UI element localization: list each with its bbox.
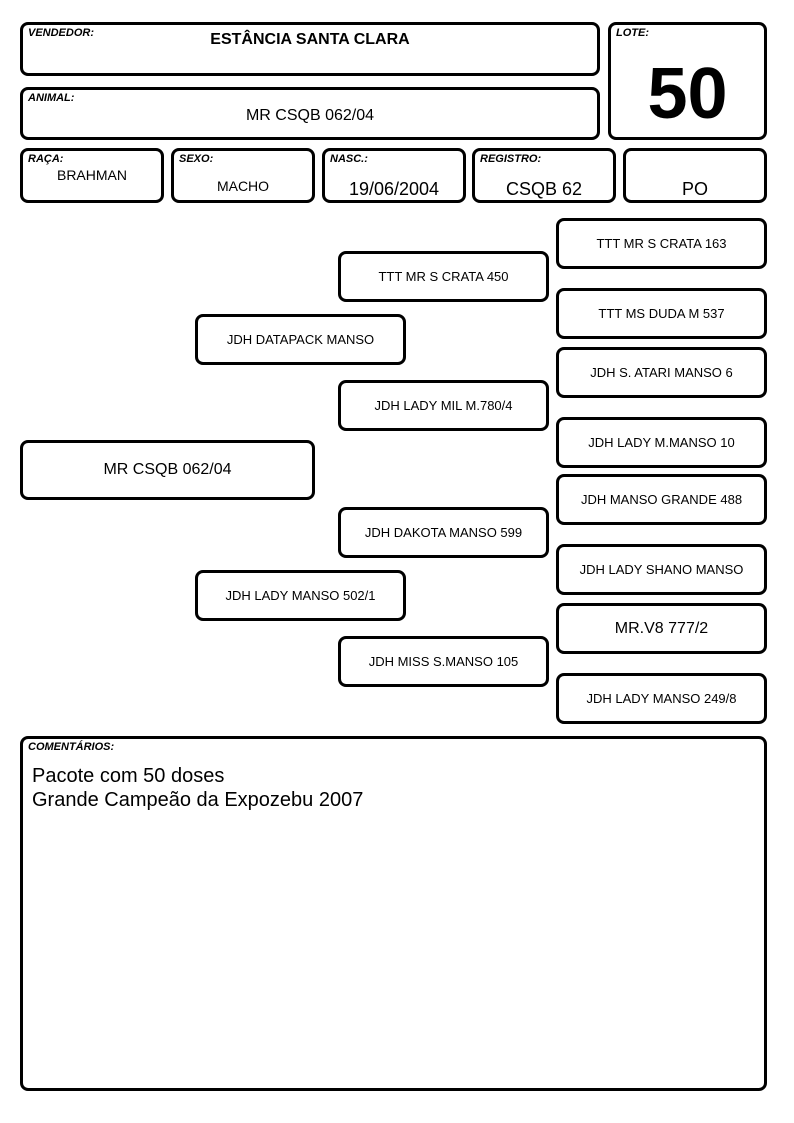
animal-label: ANIMAL: <box>28 92 75 104</box>
registro-field <box>472 148 616 203</box>
lote-field <box>608 22 767 140</box>
pedigree-ggp-1: TTT MR S CRATA 163 <box>556 218 767 269</box>
registro-value: CSQB 62 <box>505 179 583 199</box>
categoria-field <box>623 148 767 203</box>
registro-label: REGISTRO: <box>480 153 542 165</box>
animal-field <box>20 87 600 140</box>
pedigree-sire: JDH DATAPACK MANSO <box>195 314 406 365</box>
vendedor-value: ESTÂNCIA SANTA CLARA <box>210 31 410 48</box>
sexo-value: MACHO <box>216 178 270 194</box>
comments-label: COMENTÁRIOS: <box>28 741 115 753</box>
lote-value: 50 <box>647 54 728 134</box>
vendedor-label: VENDEDOR: <box>28 27 95 39</box>
sexo-label: SEXO: <box>179 153 214 165</box>
raca-value: BRAHMAN <box>56 167 127 183</box>
pedigree-ggp-8: JDH LADY MANSO 249/8 <box>556 673 767 724</box>
pedigree-ggp-3: JDH S. ATARI MANSO 6 <box>556 347 767 398</box>
pedigree-sire-dam: JDH LADY MIL M.780/4 <box>338 380 549 431</box>
pedigree-ggp-4: JDH LADY M.MANSO 10 <box>556 417 767 468</box>
categoria-value: PO <box>681 179 708 199</box>
pedigree-ggp-5: JDH MANSO GRANDE 488 <box>556 474 767 525</box>
pedigree-ggp-2: TTT MS DUDA M 537 <box>556 288 767 339</box>
pedigree-animal: MR CSQB 062/04 <box>20 440 315 500</box>
pedigree-ggp-6: JDH LADY SHANO MANSO <box>556 544 767 595</box>
vendedor-field <box>20 22 600 76</box>
comments-box <box>20 736 767 1091</box>
raca-label: RAÇA: <box>28 153 64 165</box>
comments-text: Pacote com 50 doses Grande Campeão da Expozebu 2007 <box>32 765 364 811</box>
pedigree-ggp-7: MR.V8 777/2 <box>556 603 767 654</box>
pedigree-dam-dam: JDH MISS S.MANSO 105 <box>338 636 549 687</box>
pedigree-dam-sire: JDH DAKOTA MANSO 599 <box>338 507 549 558</box>
pedigree-sire-sire: TTT MR S CRATA 450 <box>338 251 549 302</box>
pedigree-dam: JDH LADY MANSO 502/1 <box>195 570 406 621</box>
raca-field <box>20 148 164 203</box>
nasc-field <box>322 148 466 203</box>
animal-value: MR CSQB 062/04 <box>245 107 375 124</box>
nasc-label: NASC.: <box>330 153 368 165</box>
lote-label: LOTE: <box>616 27 649 39</box>
nasc-value: 19/06/2004 <box>348 179 440 199</box>
sexo-field <box>171 148 315 203</box>
